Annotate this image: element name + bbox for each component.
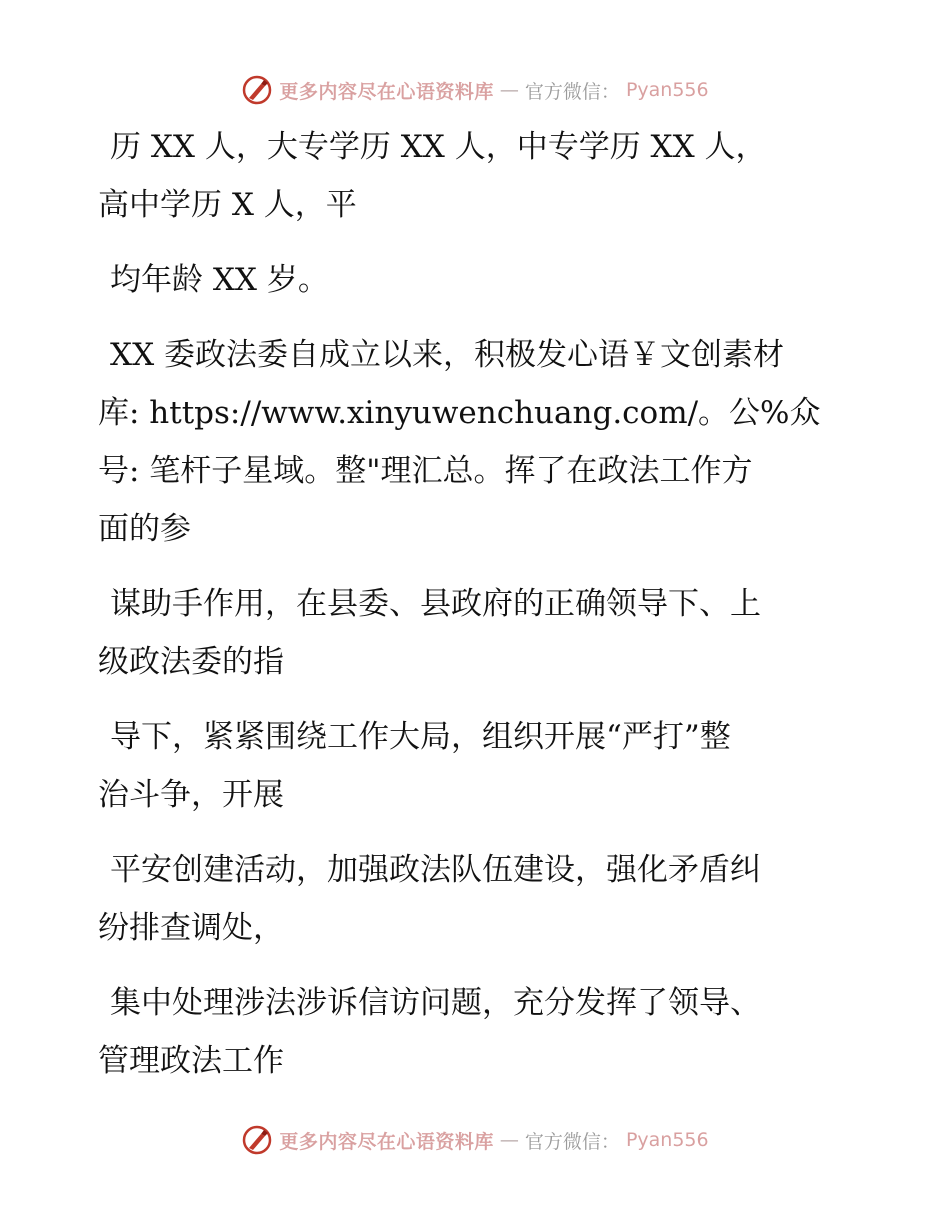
document-body	[98, 118, 858, 1107]
footer-wechat-id: Pyan556	[625, 1129, 709, 1151]
paragraph-line: 纷排查调处，	[98, 910, 284, 946]
paragraph-line: 平安创建活动，加强政法队伍建设，强化矛盾纠	[110, 852, 761, 888]
header-brand: 更多内容尽在心语资料库	[279, 80, 494, 103]
paragraph-line: 均年龄 XX 岁。	[110, 262, 329, 298]
paragraph-line: 级政法委的指	[98, 644, 284, 680]
paragraph	[98, 708, 858, 824]
paragraph-line: 集中处理涉法涉诉信访问题，充分发挥了领导、	[110, 985, 761, 1021]
paragraph-line: 历 XX 人，大专学历 XX 人，中专学历 XX 人，	[110, 129, 767, 165]
pen-logo-icon	[241, 1124, 273, 1156]
paragraph	[98, 575, 858, 691]
header-banner	[0, 70, 950, 110]
paragraph-line: 高中学历 X 人，平	[98, 187, 357, 223]
header-wechat-label: 官方微信：	[524, 80, 620, 103]
paragraph	[98, 841, 858, 957]
header-separator: —	[499, 79, 519, 101]
paragraph-line: 谋助手作用，在县委、县政府的正确领导下、上	[110, 586, 761, 622]
paragraph-line: 管理政法工作	[98, 1043, 284, 1079]
paragraph-line: 库: https://www.xinyuwenchuang.com/。公%众	[98, 395, 821, 431]
pen-logo-icon	[241, 74, 273, 106]
paragraph-line: XX 委政法委自成立以来，积极发心语￥文创素材	[110, 337, 784, 373]
paragraph	[98, 326, 858, 558]
footer-separator: —	[499, 1129, 519, 1151]
paragraph-line: 面的参	[98, 511, 191, 547]
footer-brand: 更多内容尽在心语资料库	[279, 1130, 494, 1153]
paragraph-line: 治斗争，开展	[98, 777, 284, 813]
paragraph	[98, 118, 858, 234]
paragraph	[98, 251, 858, 309]
header-wechat-id: Pyan556	[625, 79, 709, 101]
footer-banner	[0, 1120, 950, 1160]
paragraph-line: 号: 笔杆子星域。整"理汇总。挥了在政法工作方	[98, 453, 753, 489]
paragraph	[98, 974, 858, 1090]
footer-wechat-label: 官方微信：	[524, 1130, 620, 1153]
paragraph-line: 导下，紧紧围绕工作大局，组织开展“严打”整	[110, 719, 731, 755]
